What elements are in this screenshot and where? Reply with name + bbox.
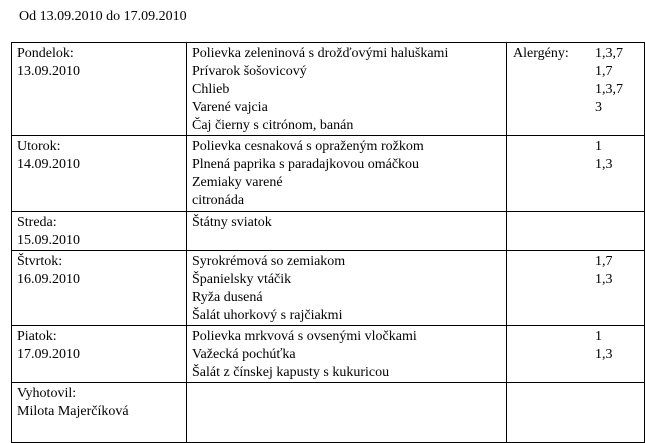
- allergen-value: 1,3: [595, 347, 613, 362]
- day-date: 15.09.2010: [17, 233, 80, 248]
- prepared-by-name: Milota Majerčíková: [17, 404, 129, 419]
- allergens-cell: [507, 136, 645, 212]
- menu-body: [12, 43, 645, 443]
- meals-cell: [187, 212, 507, 251]
- meal-item: Šalát uhorkový s rajčiakmi: [192, 308, 343, 323]
- meal-item: Važecká pochúťka: [192, 347, 296, 362]
- day-name: Streda:: [17, 215, 57, 230]
- meals-cell: [187, 136, 507, 212]
- meal-item: Chlieb: [192, 82, 230, 97]
- meal-item: Zemiaky varené: [192, 175, 283, 190]
- day-date: 13.09.2010: [17, 64, 80, 79]
- allergens-cell: [507, 212, 645, 251]
- day-date: 14.09.2010: [17, 157, 80, 172]
- allergens-title-col: [513, 214, 591, 232]
- day-name: Utorok:: [17, 139, 61, 154]
- meals-cell: [187, 326, 507, 383]
- day-date: 16.09.2010: [17, 272, 80, 287]
- meal-item: Polievka mrkvová s ovsenými vločkami: [192, 329, 417, 344]
- meal-item: Syrokrémová so zemiakom: [192, 254, 346, 269]
- allergen-value: 1,7: [595, 254, 613, 269]
- meal-item: Šalát z čínskej kapusty s kukuricou: [192, 365, 390, 380]
- prepared-by-cell: [12, 383, 187, 443]
- meal-item: Ryža dusená: [192, 290, 263, 305]
- allergens-grid: [513, 45, 639, 135]
- meal-item: Štátny sviatok: [192, 215, 272, 230]
- empty-cell: [187, 383, 507, 443]
- footer-row: [12, 383, 645, 443]
- date-range: Od 13.09.2010 do 17.09.2010: [19, 9, 187, 24]
- allergen-value: 1,3: [595, 272, 613, 287]
- day-cell: [12, 212, 187, 251]
- allergens-grid: [513, 214, 639, 232]
- meals-cell: [187, 251, 507, 326]
- meal-item: Plnená paprika s paradajkovou omáčkou: [192, 157, 420, 172]
- allergen-value: [591, 289, 639, 307]
- meal-item: Španielsky vtáčik: [192, 272, 292, 287]
- prepared-by-label: Vyhotovil:: [17, 386, 77, 401]
- day-name: Štvrtok:: [17, 254, 63, 269]
- meals-cell: [187, 43, 507, 136]
- allergen-value: [591, 174, 639, 192]
- allergen-value: 1,7: [595, 64, 613, 79]
- meal-item: Varené vajcia: [192, 100, 268, 115]
- allergens-cell: [507, 326, 645, 383]
- allergen-value: 1,3,7: [595, 82, 623, 97]
- allergens-grid: [513, 328, 639, 382]
- weekly-menu-table: [11, 42, 645, 443]
- allergens-cell: [507, 43, 645, 136]
- day-row: [12, 43, 645, 136]
- allergen-value: [591, 192, 639, 210]
- allergen-value: 1: [595, 329, 602, 344]
- allergens-title-col: [513, 253, 591, 325]
- allergens-title-col: [513, 138, 591, 210]
- allergens-values-col: [591, 214, 639, 232]
- allergen-value: [591, 214, 639, 232]
- day-row: [12, 251, 645, 326]
- allergen-value: 1,3,7: [595, 46, 623, 61]
- allergens-values-col: [591, 328, 639, 382]
- meal-item: Čaj čierny s citrónom, banán: [192, 118, 354, 133]
- allergen-value: [591, 117, 639, 135]
- allergen-value: 1,3: [595, 157, 613, 172]
- meal-item: Prívarok šošovicový: [192, 64, 307, 79]
- meal-item: Polievka cesnaková s opraženým rožkom: [192, 139, 424, 154]
- allergens-label: Alergény:: [513, 46, 569, 61]
- allergens-values-col: [591, 253, 639, 325]
- meal-item: citronáda: [192, 193, 245, 208]
- allergens-grid: [513, 253, 639, 325]
- day-row: [12, 326, 645, 383]
- meal-item: Polievka zeleninová s drožďovými haluškami: [192, 46, 449, 61]
- allergens-grid: [513, 138, 639, 210]
- allergens-title-col: [513, 328, 591, 382]
- allergen-value: 1: [595, 139, 602, 154]
- day-cell: [12, 326, 187, 383]
- allergen-value: 3: [595, 100, 602, 115]
- allergens-title-col: [513, 45, 591, 135]
- day-cell: [12, 251, 187, 326]
- allergens-cell: [507, 251, 645, 326]
- day-cell: [12, 43, 187, 136]
- empty-cell: [507, 383, 645, 443]
- allergen-value: [591, 307, 639, 325]
- day-name: Pondelok:: [17, 46, 74, 61]
- allergens-values-col: [591, 45, 639, 135]
- day-name: Piatok:: [17, 329, 57, 344]
- day-row: [12, 136, 645, 212]
- day-cell: [12, 136, 187, 212]
- allergen-value: [591, 364, 639, 382]
- day-row: [12, 212, 645, 251]
- day-date: 17.09.2010: [17, 347, 80, 362]
- allergens-values-col: [591, 138, 639, 210]
